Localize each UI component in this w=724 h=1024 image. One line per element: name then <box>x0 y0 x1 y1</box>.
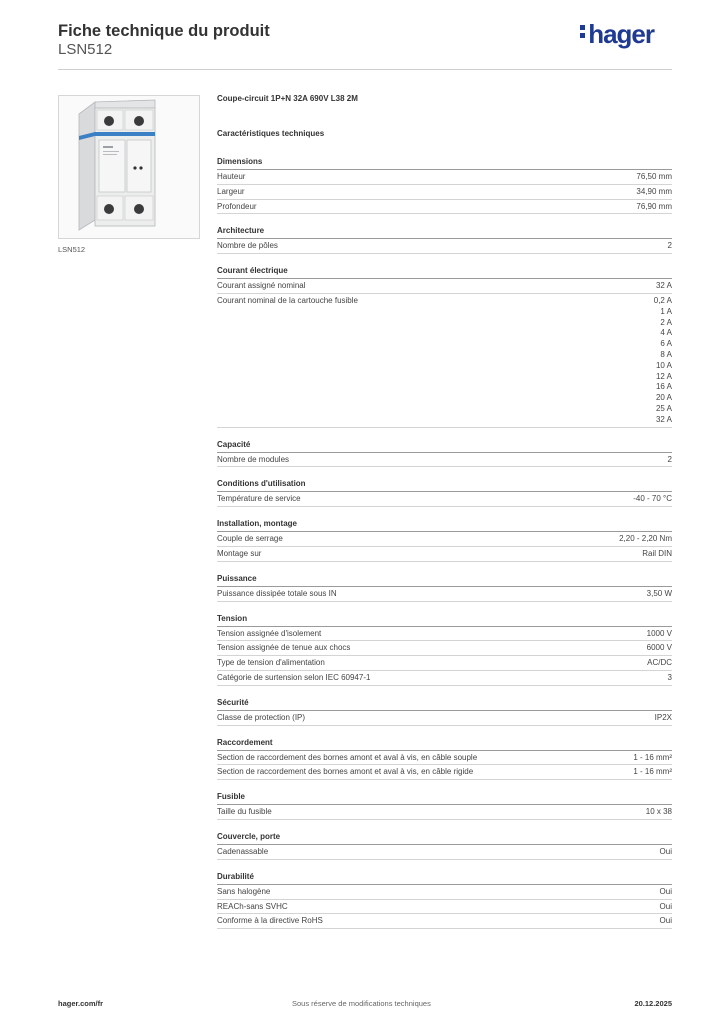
spec-row <box>217 671 672 686</box>
spec-label: Tension assignée de tenue aux chocs <box>217 643 351 653</box>
group-title: Conditions d'utilisation <box>217 467 672 492</box>
spec-value-item: 1000 V <box>646 628 672 638</box>
spec-value-item: 3 <box>667 672 672 682</box>
spec-label: Cadenassable <box>217 846 269 856</box>
spec-value <box>668 673 672 684</box>
spec-value <box>647 643 672 654</box>
spec-row <box>217 239 672 254</box>
spec-value-item: 3,50 W <box>646 588 672 598</box>
specs-heading: Caractéristiques techniques <box>217 129 325 138</box>
spec-value-item: 2 A <box>660 317 672 327</box>
group-title: Architecture <box>217 214 672 239</box>
spec-value-item: 6 A <box>660 339 672 349</box>
product-reference: LSN512 <box>58 41 113 58</box>
header-divider <box>58 69 672 70</box>
spec-value <box>668 455 672 466</box>
footer-website-link[interactable]: hager.com/fr <box>58 999 104 1008</box>
group-title: Installation, montage <box>217 507 672 532</box>
spec-label: Taille du fusible <box>217 807 272 817</box>
spec-label: Nombre de modules <box>217 454 290 464</box>
spec-row <box>217 294 672 428</box>
spec-value <box>654 296 672 426</box>
spec-value <box>668 241 672 252</box>
footer-notice: Sous réserve de modifications techniques <box>292 999 431 1008</box>
spec-label: REACh-sans SVHC <box>217 901 288 911</box>
spec-value-item: 10 x 38 <box>645 807 672 817</box>
spec-label: Tension assignée d'isolement <box>217 628 322 638</box>
spec-value <box>642 549 672 560</box>
image-caption: LSN512 <box>58 245 86 254</box>
spec-value-item: 2,20 - 2,20 Nm <box>619 534 672 544</box>
spec-value-item: 6000 V <box>646 643 672 653</box>
spec-value-item: Oui <box>659 916 672 926</box>
spec-label: Largeur <box>217 186 245 196</box>
spec-label: Classe de protection (IP) <box>217 712 306 722</box>
spec-row <box>217 805 672 820</box>
fuse-holder-icon <box>59 96 199 238</box>
group-title: Tension <box>217 602 672 627</box>
spec-value-item: 8 A <box>660 349 672 359</box>
group-title: Courant électrique <box>217 254 672 279</box>
spec-value <box>636 187 672 198</box>
technical-specifications <box>217 94 672 929</box>
spec-value-item: Rail DIN <box>642 548 672 558</box>
spec-row <box>217 885 672 900</box>
logo-colon-icon <box>580 22 586 41</box>
spec-value-item: Oui <box>659 901 672 911</box>
spec-label: Nombre de pôles <box>217 241 278 251</box>
group-title: Sécurité <box>217 686 672 711</box>
spec-row <box>217 900 672 915</box>
spec-value-item: 2 <box>667 454 672 464</box>
group-title: Durabilité <box>217 860 672 885</box>
spec-value-item: 4 A <box>660 328 672 338</box>
spec-value <box>660 887 672 898</box>
spec-value <box>660 916 672 927</box>
spec-value-item: 12 A <box>655 371 672 381</box>
spec-label: Section de raccordement des bornes amont et aval à vis, en câble rigide <box>217 767 474 777</box>
spec-row <box>217 547 672 562</box>
spec-value <box>633 494 672 505</box>
spec-label: Profondeur <box>217 201 257 211</box>
spec-value-item: 25 A <box>655 403 672 413</box>
spec-label: Conforme à la directive RoHS <box>217 916 323 926</box>
product-name: Coupe-circuit 1P+N 32A 690V L38 2M <box>217 94 358 103</box>
spec-value <box>633 753 672 764</box>
group-title: Capacité <box>217 428 672 453</box>
spec-row <box>217 587 672 602</box>
spec-row <box>217 453 672 468</box>
spec-value-item: 10 A <box>655 360 672 370</box>
spec-label: Couple de serrage <box>217 534 283 544</box>
spec-value-item: Oui <box>659 846 672 856</box>
spec-value-item: -40 - 70 °C <box>633 494 672 504</box>
spec-label: Courant assigné nominal <box>217 281 306 291</box>
spec-value-item: 20 A <box>655 393 672 403</box>
spec-label: Courant nominal de la cartouche fusible <box>217 295 358 305</box>
spec-value-item: IP2X <box>654 712 672 722</box>
spec-label: Montage sur <box>217 548 262 558</box>
group-title: Fusible <box>217 780 672 805</box>
spec-value <box>619 534 672 545</box>
spec-row <box>217 279 672 294</box>
group-title: Couvercle, porte <box>217 820 672 845</box>
group-title: Raccordement <box>217 726 672 751</box>
spec-value-item: Oui <box>659 886 672 896</box>
group-title: Dimensions <box>217 140 672 170</box>
spec-label: Sans halogène <box>217 886 271 896</box>
footer-date: 20.12.2025 <box>634 999 672 1008</box>
group-title: Puissance <box>217 562 672 587</box>
spec-label: Section de raccordement des bornes amont et aval à vis, en câble souple <box>217 752 478 762</box>
spec-value <box>633 767 672 778</box>
spec-value-item: 0,2 A <box>653 295 672 305</box>
spec-value-item: 2 <box>667 241 672 251</box>
spec-row <box>217 914 672 929</box>
spec-row <box>217 170 672 185</box>
page-header <box>58 19 672 70</box>
spec-value <box>655 713 672 724</box>
spec-row <box>217 656 672 671</box>
spec-value <box>646 807 672 818</box>
spec-value-item: 32 A <box>655 414 672 424</box>
spec-value-item: 1 - 16 mm² <box>633 752 672 762</box>
spec-value <box>647 629 672 640</box>
spec-row <box>217 641 672 656</box>
spec-value <box>656 281 672 292</box>
spec-row <box>217 532 672 547</box>
spec-label: Type de tension d'alimentation <box>217 658 325 668</box>
spec-row <box>217 765 672 780</box>
spec-label: Hauteur <box>217 172 246 181</box>
spec-value-item: AC/DC <box>647 658 672 668</box>
spec-value-item: 1 - 16 mm² <box>633 767 672 777</box>
spec-value-item: 16 A <box>655 382 672 392</box>
spec-label: Température de service <box>217 494 301 504</box>
spec-row <box>217 627 672 642</box>
spec-row <box>217 711 672 726</box>
spec-value-item: 1 A <box>660 306 672 316</box>
spec-value <box>660 902 672 913</box>
spec-row <box>217 200 672 215</box>
spec-value-item: 76,50 mm <box>636 172 672 181</box>
product-image <box>58 95 200 239</box>
hager-logo <box>580 19 654 50</box>
spec-label: Puissance dissipée totale sous IN <box>217 588 337 598</box>
spec-label: Catégorie de surtension selon IEC 60947-1 <box>217 672 371 682</box>
logo-text: hager <box>588 19 654 49</box>
spec-value <box>647 589 672 600</box>
spec-value-item: 76,90 mm <box>636 201 672 211</box>
spec-value <box>636 172 672 183</box>
spec-row <box>217 751 672 766</box>
spec-value-item: 32 A <box>655 281 672 291</box>
page-footer <box>58 999 672 1011</box>
spec-value <box>636 202 672 213</box>
spec-row <box>217 185 672 200</box>
spec-value <box>660 847 672 858</box>
spec-value <box>647 658 672 669</box>
page-title: Fiche technique du produit <box>58 22 270 40</box>
spec-row <box>217 492 672 507</box>
spec-row <box>217 845 672 860</box>
spec-groups <box>217 140 672 929</box>
spec-value-item: 34,90 mm <box>636 186 672 196</box>
